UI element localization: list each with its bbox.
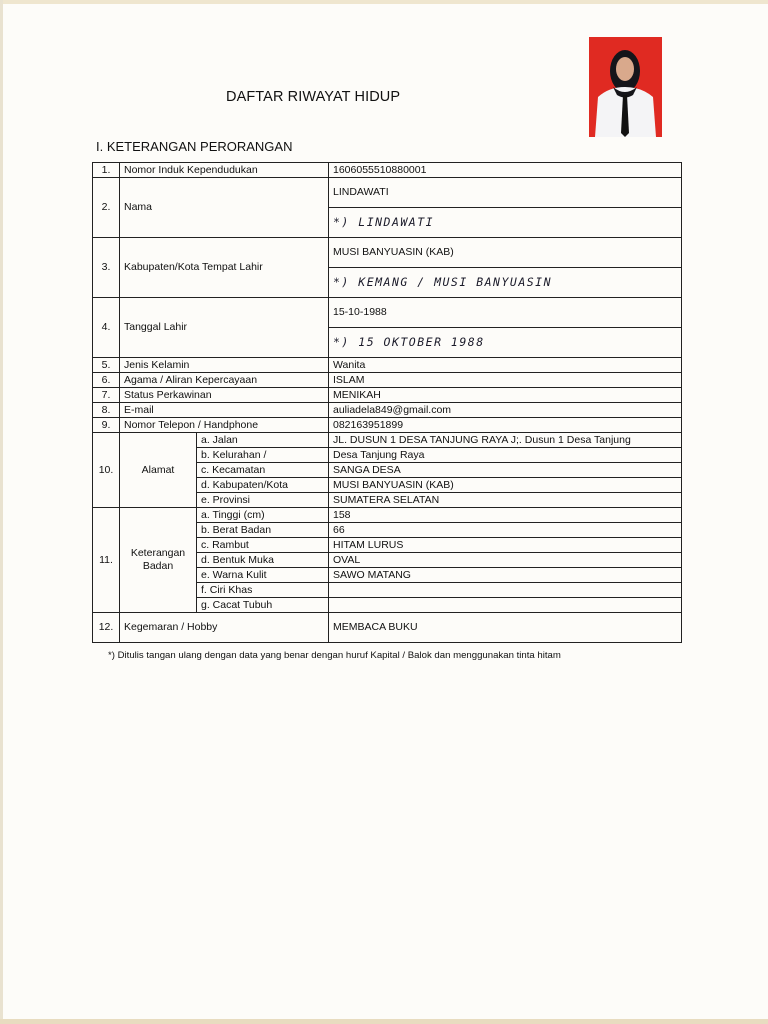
- scan-edge-left: [0, 0, 3, 1024]
- name-value: LINDAWATI: [329, 178, 682, 208]
- field-label-line: Keterangan: [130, 547, 186, 559]
- field-label: Agama / Aliran Kepercayaan: [120, 373, 329, 388]
- row-number: 1.: [93, 163, 120, 178]
- marital-status-value: MENIKAH: [329, 388, 682, 403]
- province-value: SUMATERA SELATAN: [329, 493, 682, 508]
- table-row: [93, 238, 682, 268]
- table-row: [93, 178, 682, 208]
- row-number: 3.: [93, 238, 120, 298]
- field-label: Tanggal Lahir: [120, 298, 329, 358]
- row-number: 12.: [93, 613, 120, 643]
- village-value: Desa Tanjung Raya: [329, 448, 682, 463]
- subfield-label: g. Cacat Tubuh: [197, 598, 329, 613]
- table-row: [93, 613, 682, 643]
- subfield-label: b. Kelurahan /: [197, 448, 329, 463]
- row-number: 7.: [93, 388, 120, 403]
- distinguishing-marks-value: [329, 583, 682, 598]
- subfield-label: c. Rambut: [197, 538, 329, 553]
- name-handwritten: *) LINDAWATI: [329, 208, 682, 238]
- field-label: Jenis Kelamin: [120, 358, 329, 373]
- subfield-label: b. Berat Badan: [197, 523, 329, 538]
- field-label: [120, 508, 197, 613]
- regency-value: MUSI BANYUASIN (KAB): [329, 478, 682, 493]
- subfield-label: e. Provinsi: [197, 493, 329, 508]
- hair-value: HITAM LURUS: [329, 538, 682, 553]
- district-value: SANGA DESA: [329, 463, 682, 478]
- field-label: Kegemaran / Hobby: [120, 613, 329, 643]
- skin-color-value: SAWO MATANG: [329, 568, 682, 583]
- face-shape-value: OVAL: [329, 553, 682, 568]
- height-value: 158: [329, 508, 682, 523]
- row-number: 11.: [93, 508, 120, 613]
- subfield-label: d. Bentuk Muka: [197, 553, 329, 568]
- weight-value: 66: [329, 523, 682, 538]
- phone-value: 082163951899: [329, 418, 682, 433]
- row-number: 6.: [93, 373, 120, 388]
- field-label: Nomor Telepon / Handphone: [120, 418, 329, 433]
- field-label: Status Perkawinan: [120, 388, 329, 403]
- row-number: 2.: [93, 178, 120, 238]
- religion-value: ISLAM: [329, 373, 682, 388]
- footnote: *) Ditulis tangan ulang dengan data yang benar dengan huruf Kapital / Balok dan menggunakan tinta hitam: [108, 650, 561, 661]
- field-label-line: Badan: [142, 560, 174, 572]
- scan-edge-top: [0, 0, 768, 4]
- table-row: [93, 388, 682, 403]
- table-row: [93, 418, 682, 433]
- subfield-label: d. Kabupaten/Kota: [197, 478, 329, 493]
- row-number: 10.: [93, 433, 120, 508]
- nik-value: 1606055510880001: [329, 163, 682, 178]
- field-label: Kabupaten/Kota Tempat Lahir: [120, 238, 329, 298]
- scan-edge-bottom: [0, 1019, 768, 1024]
- table-row: [93, 433, 682, 448]
- table-row: [93, 298, 682, 328]
- field-label: Alamat: [120, 433, 197, 508]
- row-number: 8.: [93, 403, 120, 418]
- profile-photo: [589, 37, 662, 137]
- subfield-label: f. Ciri Khas: [197, 583, 329, 598]
- subfield-label: a. Tinggi (cm): [197, 508, 329, 523]
- table-row: [93, 373, 682, 388]
- disability-value: [329, 598, 682, 613]
- birthplace-handwritten: *) KEMANG / MUSI BANYUASIN: [329, 268, 682, 298]
- table-row: [93, 163, 682, 178]
- row-number: 9.: [93, 418, 120, 433]
- table-row: [93, 358, 682, 373]
- document-title: DAFTAR RIWAYAT HIDUP: [226, 89, 401, 105]
- subfield-label: a. Jalan: [197, 433, 329, 448]
- personal-info-table: [92, 162, 682, 643]
- street-value: JL. DUSUN 1 DESA TANJUNG RAYA J;. Dusun 1 Desa Tanjung: [329, 433, 682, 448]
- table-row: [93, 403, 682, 418]
- email-value: auliadela849@gmail.com: [329, 403, 682, 418]
- field-label: Nomor Induk Kependudukan: [120, 163, 329, 178]
- section-title: I. KETERANGAN PERORANGAN: [96, 139, 293, 154]
- field-label: E-mail: [120, 403, 329, 418]
- table-row: [93, 508, 682, 523]
- field-label: Nama: [120, 178, 329, 238]
- subfield-label: e. Warna Kulit: [197, 568, 329, 583]
- birthdate-handwritten: *) 15 OKTOBER 1988: [329, 328, 682, 358]
- subfield-label: c. Kecamatan: [197, 463, 329, 478]
- birthdate-value: 15-10-1988: [329, 298, 682, 328]
- hobby-value: MEMBACA BUKU: [329, 613, 682, 643]
- row-number: 4.: [93, 298, 120, 358]
- birthplace-value: MUSI BANYUASIN (KAB): [329, 238, 682, 268]
- gender-value: Wanita: [329, 358, 682, 373]
- row-number: 5.: [93, 358, 120, 373]
